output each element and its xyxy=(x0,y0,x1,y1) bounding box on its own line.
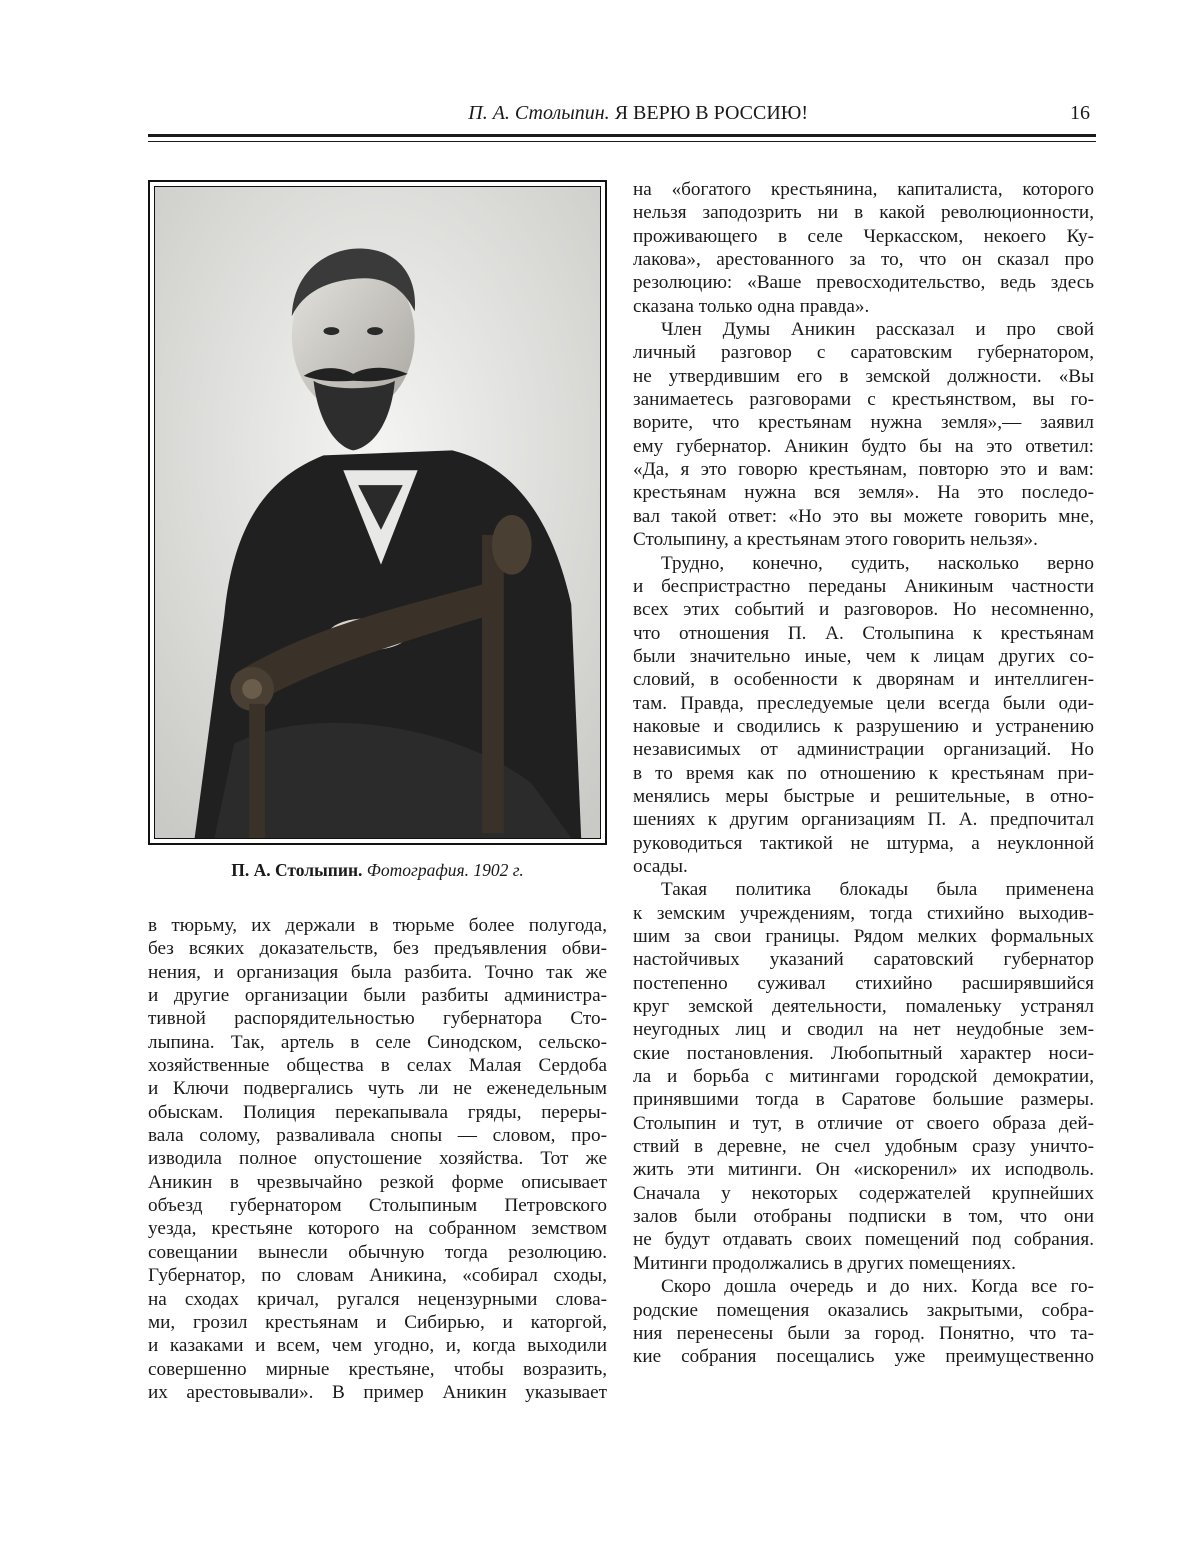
text-line: на «богатого крестьянина, капиталиста, которого xyxy=(633,179,1094,200)
text-line: словий, в особенности к дворянам и интеллиген- xyxy=(633,669,1094,691)
text-line: родские помещения оказались закрытыми, собра- xyxy=(633,1299,1094,1321)
text-line: нельзя заподозрить ни в какой революционности, xyxy=(633,202,1094,224)
text-line: менялись меры быстрые и решительные, в отно- xyxy=(633,785,1094,807)
text-line: объезд губернатором Столыпиным Петровского xyxy=(148,1195,607,1217)
text-line: ские постановления. Любопытный характер носи- xyxy=(633,1042,1094,1064)
text-line: ствий в деревне, не счел удобным сразу уничто- xyxy=(633,1136,1094,1158)
text-line: Такая политика блокады была применена xyxy=(661,879,1094,901)
text-line: на сходах кричал, ругался нецензурными слова- xyxy=(148,1288,607,1310)
left-text-column xyxy=(148,914,607,1404)
text-line: наковые и сводились к разрушению и устранению xyxy=(633,715,1094,737)
text-line: залов были отобраны подписки в том, что они xyxy=(633,1206,1094,1228)
text-line: личный разговор с саратовским губернатором, xyxy=(633,342,1094,364)
text-line: осады. xyxy=(633,855,688,877)
text-line: не будут отдавать своих помещений под собрания. xyxy=(633,1229,1094,1251)
text-line: постепенно суживал стихийно расширявшийся xyxy=(633,972,1094,994)
text-line: жить эти митинги. Он «искоренил» их исподволь. xyxy=(633,1159,1094,1181)
text-line: и другие организации были разбиты администра- xyxy=(148,985,607,1007)
text-line: и казаками и всем, чем угодно, и, когда выходили xyxy=(148,1335,607,1357)
text-line: хозяйственные общества в селах Малая Сердоба xyxy=(148,1055,607,1077)
text-line: ния перенесены были за город. Понятно, что та- xyxy=(633,1322,1094,1344)
text-line: Митинги продолжались в других помещениях. xyxy=(633,1252,1016,1274)
header-rule-thick xyxy=(148,134,1096,137)
text-line: всех этих событий и разговоров. Но несомненно, xyxy=(633,599,1094,621)
text-line: занимаетесь разговорами с крестьянством, вы го- xyxy=(633,389,1094,411)
page-number: 16 xyxy=(1070,102,1090,124)
text-line: кие собрания посещались уже преимущественно xyxy=(633,1346,1094,1368)
text-line: Аникин в чрезвычайно резкой форме описывает xyxy=(148,1171,607,1193)
text-line: к земским учреждениям, тогда стихийно выходив- xyxy=(633,902,1094,924)
text-line: руководиться тактикой не штурма, а неуклонной xyxy=(633,832,1094,854)
text-line: изводила полное опустошение хозяйства. Тот же xyxy=(148,1148,607,1170)
text-line: вал такой ответ: «Но это вы можете говорить мне, xyxy=(633,505,1094,527)
text-line: лыпина. Так, артель в селе Синодском, сельско- xyxy=(148,1031,607,1053)
text-line: тивной распорядительностью губернатора Сто- xyxy=(148,1008,607,1030)
text-line: ми, грозил крестьянам и Сибирью, и каторгой, xyxy=(148,1311,607,1333)
text-line: без всяких доказательств, без предъявления обви- xyxy=(148,938,607,960)
text-line: Скоро дошла очередь и до них. Когда все го- xyxy=(661,1276,1094,1298)
text-line: их арестовывали». В пример Аникин указывает xyxy=(148,1381,607,1403)
text-line: уезда, крестьяне которого на собранном земством xyxy=(148,1218,607,1240)
header-rule-thin xyxy=(148,141,1096,142)
text-line: Сначала у некоторых содержателей крупнейших xyxy=(633,1182,1094,1204)
header-author: П. А. Столыпин. xyxy=(468,102,610,124)
text-line: ла и борьба с митингами городской демократии, xyxy=(633,1066,1094,1088)
portrait-photo-frame xyxy=(148,180,607,845)
text-line: нения, и организация была разбита. Точно так же xyxy=(148,961,607,983)
text-line: что отношения П. А. Столыпина к крестьянам xyxy=(633,622,1094,644)
text-line: Столыпин и тут, в отличие от своего образа дей- xyxy=(633,1112,1094,1134)
text-line: и беспристрастно переданы Аникиным частности xyxy=(633,575,1094,597)
text-line: обыскам. Полиция перекапывала гряды, переры- xyxy=(148,1101,607,1123)
text-line: в тюрьму, их держали в тюрьме более полугода, xyxy=(148,915,607,936)
text-line: неугодных лиц и сводил на нет неудобные зем- xyxy=(633,1019,1094,1041)
text-line: крестьянам нужна вся земля». На это последо- xyxy=(633,482,1094,504)
text-line: там. Правда, преследуемые цели всегда были оди- xyxy=(633,692,1094,714)
text-line: и Ключи подвергались чуть ли не еженедельным xyxy=(148,1078,607,1100)
text-line: лакова», арестованного за то, что он сказал про xyxy=(633,249,1094,271)
text-line: не утвердившим его в земской должности. «Вы xyxy=(633,365,1094,387)
text-line: Член Думы Аникин рассказал и про свой xyxy=(661,319,1094,341)
text-line: ворите, что крестьянам нужна земля»,— заявил xyxy=(633,412,1094,434)
header-book-title: Я ВЕРЮ В РОССИЮ! xyxy=(614,102,808,124)
text-line: шим за свои границы. Рядом мелких формальных xyxy=(633,926,1094,947)
text-line: сказана только одна правда». xyxy=(633,295,870,317)
text-line: ему губернатор. Аникин будто бы на это ответил: xyxy=(633,435,1094,457)
text-line: «Да, я это говорю крестьянам, повторю это и вам: xyxy=(633,459,1094,481)
text-line: Столыпину, а крестьянам этого говорить нельзя». xyxy=(633,529,1038,551)
text-line: настойчивых указаний саратовский губернатор xyxy=(633,949,1094,971)
text-line: круг земской деятельности, помаленьку устранял xyxy=(633,996,1094,1018)
text-line: в то время как по отношению к крестьянам при- xyxy=(633,762,1094,784)
portrait-image xyxy=(155,187,600,838)
caption-description: Фотография. 1902 г. xyxy=(366,860,524,880)
portrait-photo xyxy=(154,186,601,839)
text-line: совершенно мирные крестьяне, чтобы возразить, xyxy=(148,1358,607,1380)
text-line: совещании вынесли обычную тогда резолюцию. xyxy=(148,1241,607,1263)
text-line: резолюцию: «Ваше превосходительство, ведь здесь xyxy=(633,272,1094,294)
header-title xyxy=(468,102,808,125)
text-line: Трудно, конечно, судить, насколько верно xyxy=(661,552,1094,574)
figure-caption xyxy=(148,860,607,881)
text-line: Губернатор, по словам Аникина, «собирал сходы, xyxy=(148,1265,607,1287)
text-line: были значительно иные, чем к лицам других со- xyxy=(633,645,1094,667)
text-line: независимых от администрации организаций. Но xyxy=(633,739,1094,761)
caption-name: П. А. Столыпин. xyxy=(231,860,363,880)
right-text-column xyxy=(633,178,1094,1369)
text-line: проживающего в селе Черкасском, некоего Ку- xyxy=(633,225,1094,247)
text-line: принявшими тогда в Саратове большие размеры. xyxy=(633,1089,1094,1111)
text-line: шениях к другим организациям П. А. предпочитал xyxy=(633,809,1094,831)
text-line: вала солому, разваливала снопы — словом, про- xyxy=(148,1125,607,1147)
running-header xyxy=(148,98,1096,134)
